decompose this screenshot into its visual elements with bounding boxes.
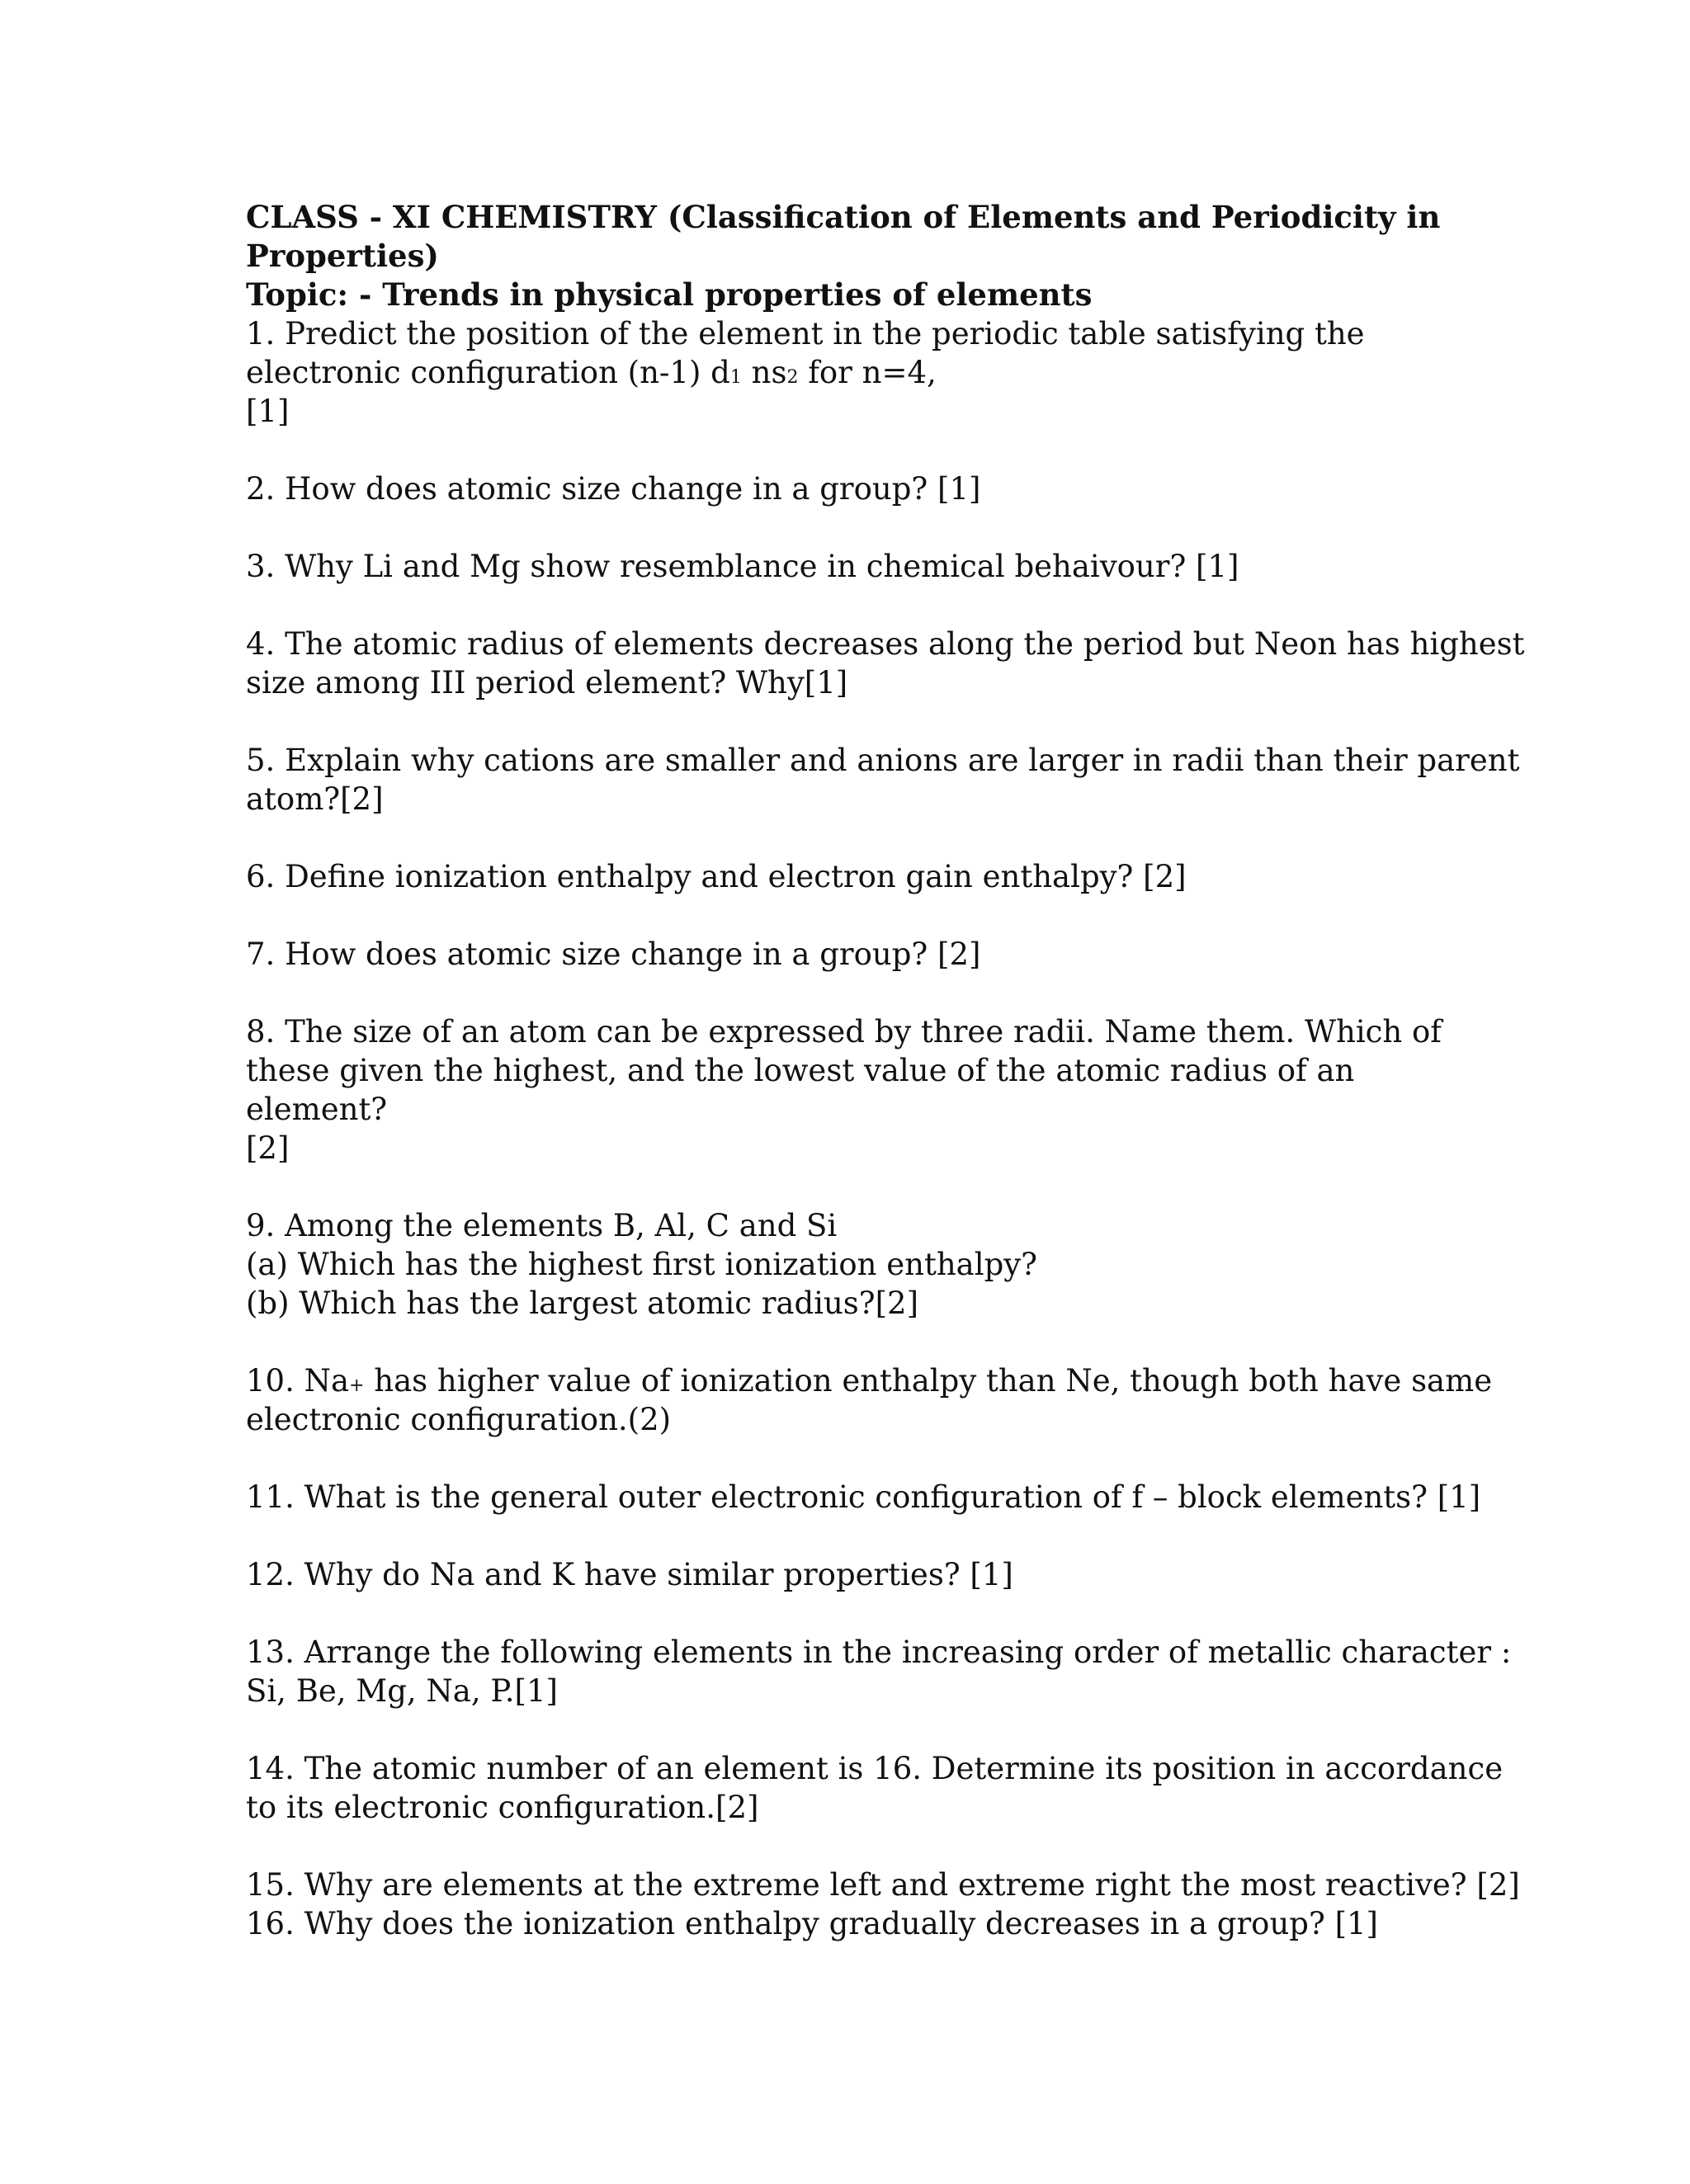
question-7 xyxy=(246,935,1434,974)
question-8-marks: [2] xyxy=(246,1130,290,1166)
spacer xyxy=(246,431,1434,469)
page-title xyxy=(246,198,1441,276)
question-10-line-2: electronic configuration.(2) xyxy=(246,1402,672,1437)
spacer xyxy=(246,508,1434,547)
question-5-line-2: atom?[2] xyxy=(246,781,384,817)
question-3-line-1: 3. Why Li and Mg show resemblance in chemical behaivour? [1] xyxy=(246,549,1239,584)
question-7-line-1: 7. How does atomic size change in a group? [2] xyxy=(246,936,981,972)
spacer xyxy=(246,702,1434,741)
question-9-line-1: 9. Among the elements B, Al, C and Si xyxy=(246,1208,838,1243)
question-4 xyxy=(246,625,1525,702)
question-2-line-1: 2. How does atomic size change in a group? [1] xyxy=(246,471,981,507)
question-4-line-1: 4. The atomic radius of elements decreases along the period but Neon has highest xyxy=(246,626,1525,662)
topic-heading: Topic: - Trends in physical properties of elements xyxy=(246,276,1093,313)
question-12 xyxy=(246,1555,1434,1594)
question-1-line-1: 1. Predict the position of the element in the periodic table satisfying the xyxy=(246,316,1365,351)
question-9-part-a: (a) Which has the highest first ionization enthalpy? xyxy=(246,1247,1038,1282)
question-10 xyxy=(246,1361,1493,1439)
question-1-line-2-text-c: for n=4, xyxy=(798,355,937,390)
title-line-2: Properties) xyxy=(246,238,439,274)
question-6 xyxy=(246,857,1434,896)
worksheet-page xyxy=(246,198,1525,1943)
question-9-part-b: (b) Which has the largest atomic radius?[2] xyxy=(246,1285,919,1321)
spacer xyxy=(246,1827,1434,1866)
question-1-line-2-text-b: ns xyxy=(741,355,787,390)
spacer xyxy=(246,1167,1434,1206)
question-13-line-2: Si, Be, Mg, Na, P.[1] xyxy=(246,1673,558,1709)
question-14 xyxy=(246,1749,1504,1827)
question-6-line-1: 6. Define ionization enthalpy and electron gain enthalpy? [2] xyxy=(246,859,1187,894)
question-2 xyxy=(246,469,1434,508)
question-13-line-1: 13. Arrange the following elements in the increasing order of metallic character : xyxy=(246,1634,1512,1670)
question-11-line-1: 11. What is the general outer electronic configuration of f – block elements? [1] xyxy=(246,1479,1481,1515)
question-10-line-1-text-a: 10. Na xyxy=(246,1363,350,1399)
question-8 xyxy=(246,1012,1442,1167)
spacer xyxy=(246,974,1434,1012)
spacer xyxy=(246,1594,1434,1633)
question-10-line-1-text-b: has higher value of ionization enthalpy than Ne, though both have same xyxy=(364,1363,1493,1399)
spacer xyxy=(246,818,1434,857)
question-10-line-1 xyxy=(246,1361,1493,1400)
question-13 xyxy=(246,1633,1512,1710)
question-1-line-2 xyxy=(246,353,1434,392)
spacer xyxy=(246,1710,1434,1749)
question-1-marks: [1] xyxy=(246,394,290,429)
spacer xyxy=(246,586,1434,625)
question-1 xyxy=(246,314,1434,431)
question-11 xyxy=(246,1478,1481,1517)
spacer xyxy=(246,1517,1434,1555)
question-1-line-2-text-a: electronic configuration (n-1) d xyxy=(246,355,730,390)
question-8-line-3: element? xyxy=(246,1092,388,1127)
question-3 xyxy=(246,547,1434,586)
subscript-1: 1 xyxy=(729,367,742,388)
question-8-line-1: 8. The size of an atom can be expressed by three radii. Name them. Which of xyxy=(246,1014,1442,1050)
title-line-1: CLASS - XI CHEMISTRY (Classification of Elements and Periodicity in xyxy=(246,199,1441,235)
question-12-line-1: 12. Why do Na and K have similar properties? [1] xyxy=(246,1557,1013,1592)
question-5-line-1: 5. Explain why cations are smaller and anions are larger in radii than their parent xyxy=(246,743,1520,778)
spacer xyxy=(246,1439,1434,1478)
subscript-2: 2 xyxy=(786,367,799,388)
question-14-line-1: 14. The atomic number of an element is 16. Determine its position in accordance xyxy=(246,1751,1504,1786)
question-9 xyxy=(246,1206,1434,1323)
question-16-line-1: 16. Why does the ionization enthalpy gradually decreases in a group? [1] xyxy=(246,1906,1378,1941)
question-15-16 xyxy=(246,1866,1520,1943)
superscript-plus: + xyxy=(349,1375,365,1396)
question-14-line-2: to its electronic configuration.[2] xyxy=(246,1790,759,1825)
spacer xyxy=(246,1323,1434,1361)
spacer xyxy=(246,896,1434,935)
question-8-line-2: these given the highest, and the lowest value of the atomic radius of an xyxy=(246,1053,1355,1088)
question-4-line-2: size among III period element? Why[1] xyxy=(246,665,848,700)
question-15-line-1: 15. Why are elements at the extreme left and extreme right the most reactive? [2] xyxy=(246,1867,1520,1903)
question-5 xyxy=(246,741,1520,818)
